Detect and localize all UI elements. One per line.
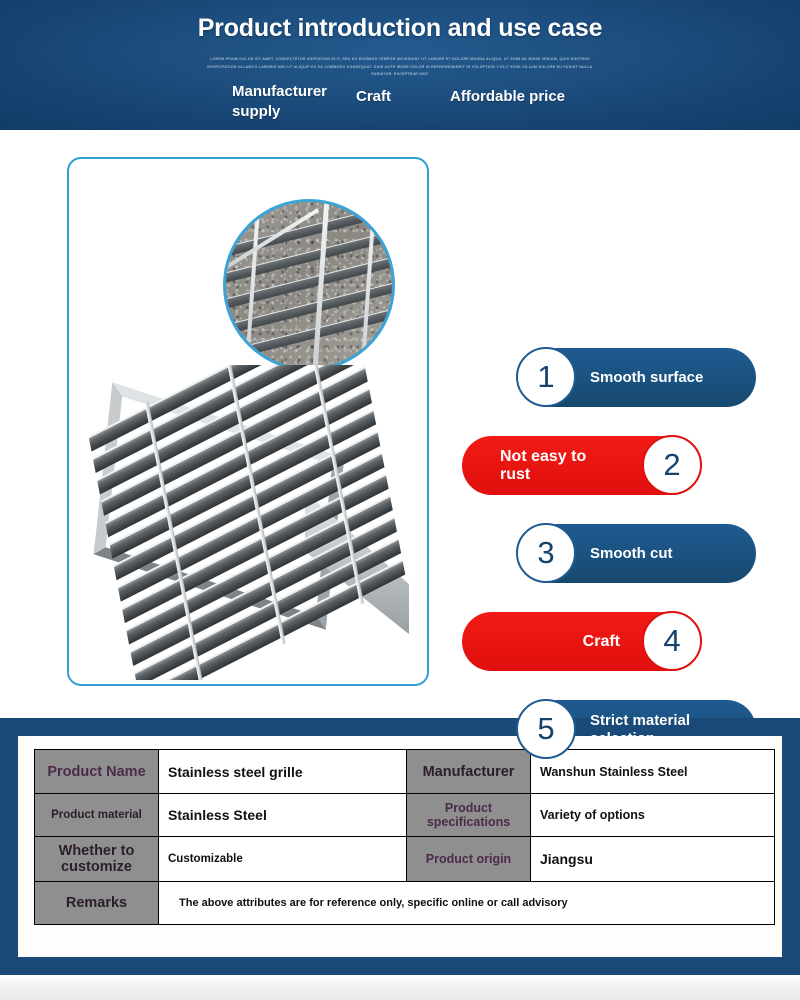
specification-panel bbox=[0, 718, 800, 975]
specification-table bbox=[34, 749, 775, 925]
cell-label-product-name: Product Name bbox=[35, 750, 159, 794]
feature-badge-2[interactable] bbox=[462, 436, 700, 495]
product-image-card bbox=[67, 157, 429, 686]
product-detail-closeup-image bbox=[223, 199, 395, 371]
table-row bbox=[35, 837, 775, 882]
feature-badge-number-3: 3 bbox=[516, 523, 576, 583]
cell-value-product-origin: Jiangsu bbox=[531, 837, 775, 882]
feature-badge-label-2: Not easy to rust bbox=[500, 447, 587, 483]
header-tag-manufacturer-supply: Manufacturer supply bbox=[232, 83, 328, 120]
header-description-text: LOREM IPSUM DOLOR SIT AMET, CONSECTETUR ADIPISCING ELIT, SED DO EIUSMOD TEMPOR INCIDIDUNT UT LABORE ET DOLORE MAGNA ALIQUA. UT ENIM AD MINIM VENIAM, QUIS NOSTRUD EXERCITATION ULLAMCO LABORIS NISI UT ALIQUIP EX EA COMMODO CONSEQUAT. DUIS AUTE IRURE DOLOR IN REPREHENDERIT IN VOLUPTATE V ELIT ESSE CILLUM DOLORE EU FUGIAT NULLA PARIATUR. EXCEPTEUR SINT bbox=[207, 57, 593, 77]
table-row bbox=[35, 794, 775, 837]
cell-label-remarks: Remarks bbox=[35, 882, 159, 925]
specification-panel-inner bbox=[18, 736, 782, 957]
grating-bars bbox=[89, 365, 410, 680]
header-tag-list bbox=[222, 82, 642, 128]
cell-label-manufacturer: Manufacturer bbox=[407, 750, 531, 794]
cell-label-product-specifications: Product specifications bbox=[407, 794, 531, 837]
feature-badge-number-5: 5 bbox=[516, 699, 576, 759]
cell-value-product-specifications: Variety of options bbox=[531, 794, 775, 837]
feature-badge-number-4: 4 bbox=[642, 611, 702, 671]
feature-badge-4[interactable] bbox=[462, 612, 700, 671]
page-header bbox=[0, 0, 800, 130]
feature-badge-label-5: Strict material selection bbox=[590, 711, 691, 747]
header-tag-craft: Craft bbox=[356, 88, 392, 105]
page-bottom-edge bbox=[0, 975, 800, 1000]
product-main-image bbox=[69, 365, 423, 680]
cell-value-product-material: Stainless Steel bbox=[159, 794, 407, 837]
cell-value-product-name: Stainless steel grille bbox=[159, 750, 407, 794]
table-row-remarks bbox=[35, 882, 775, 925]
feature-badge-label-4: Craft bbox=[582, 632, 620, 650]
cell-label-whether-to-customize: Whether to customize bbox=[35, 837, 159, 882]
cell-value-manufacturer: Wanshun Stainless Steel bbox=[531, 750, 775, 794]
feature-badge-3[interactable] bbox=[518, 524, 756, 583]
feature-badge-label-1: Smooth surface bbox=[590, 368, 704, 386]
feature-badge-1[interactable] bbox=[518, 348, 756, 407]
feature-badge-number-2: 2 bbox=[642, 435, 702, 495]
cell-value-remarks: The above attributes are for reference only, specific online or call advisory bbox=[159, 882, 775, 925]
feature-badge-label-3: Smooth cut bbox=[590, 544, 673, 562]
feature-badge-list bbox=[450, 210, 780, 747]
table-row bbox=[35, 750, 775, 794]
page-title: Product introduction and use case bbox=[197, 14, 603, 42]
feature-badge-number-1: 1 bbox=[516, 347, 576, 407]
cell-value-whether-to-customize: Customizable bbox=[159, 837, 407, 882]
cell-label-product-material: Product material bbox=[35, 794, 159, 837]
header-tag-affordable-price: Affordable price bbox=[450, 88, 566, 105]
main-content bbox=[0, 130, 800, 747]
closeup-grating-illustration bbox=[226, 202, 392, 368]
cell-label-product-origin: Product origin bbox=[407, 837, 531, 882]
